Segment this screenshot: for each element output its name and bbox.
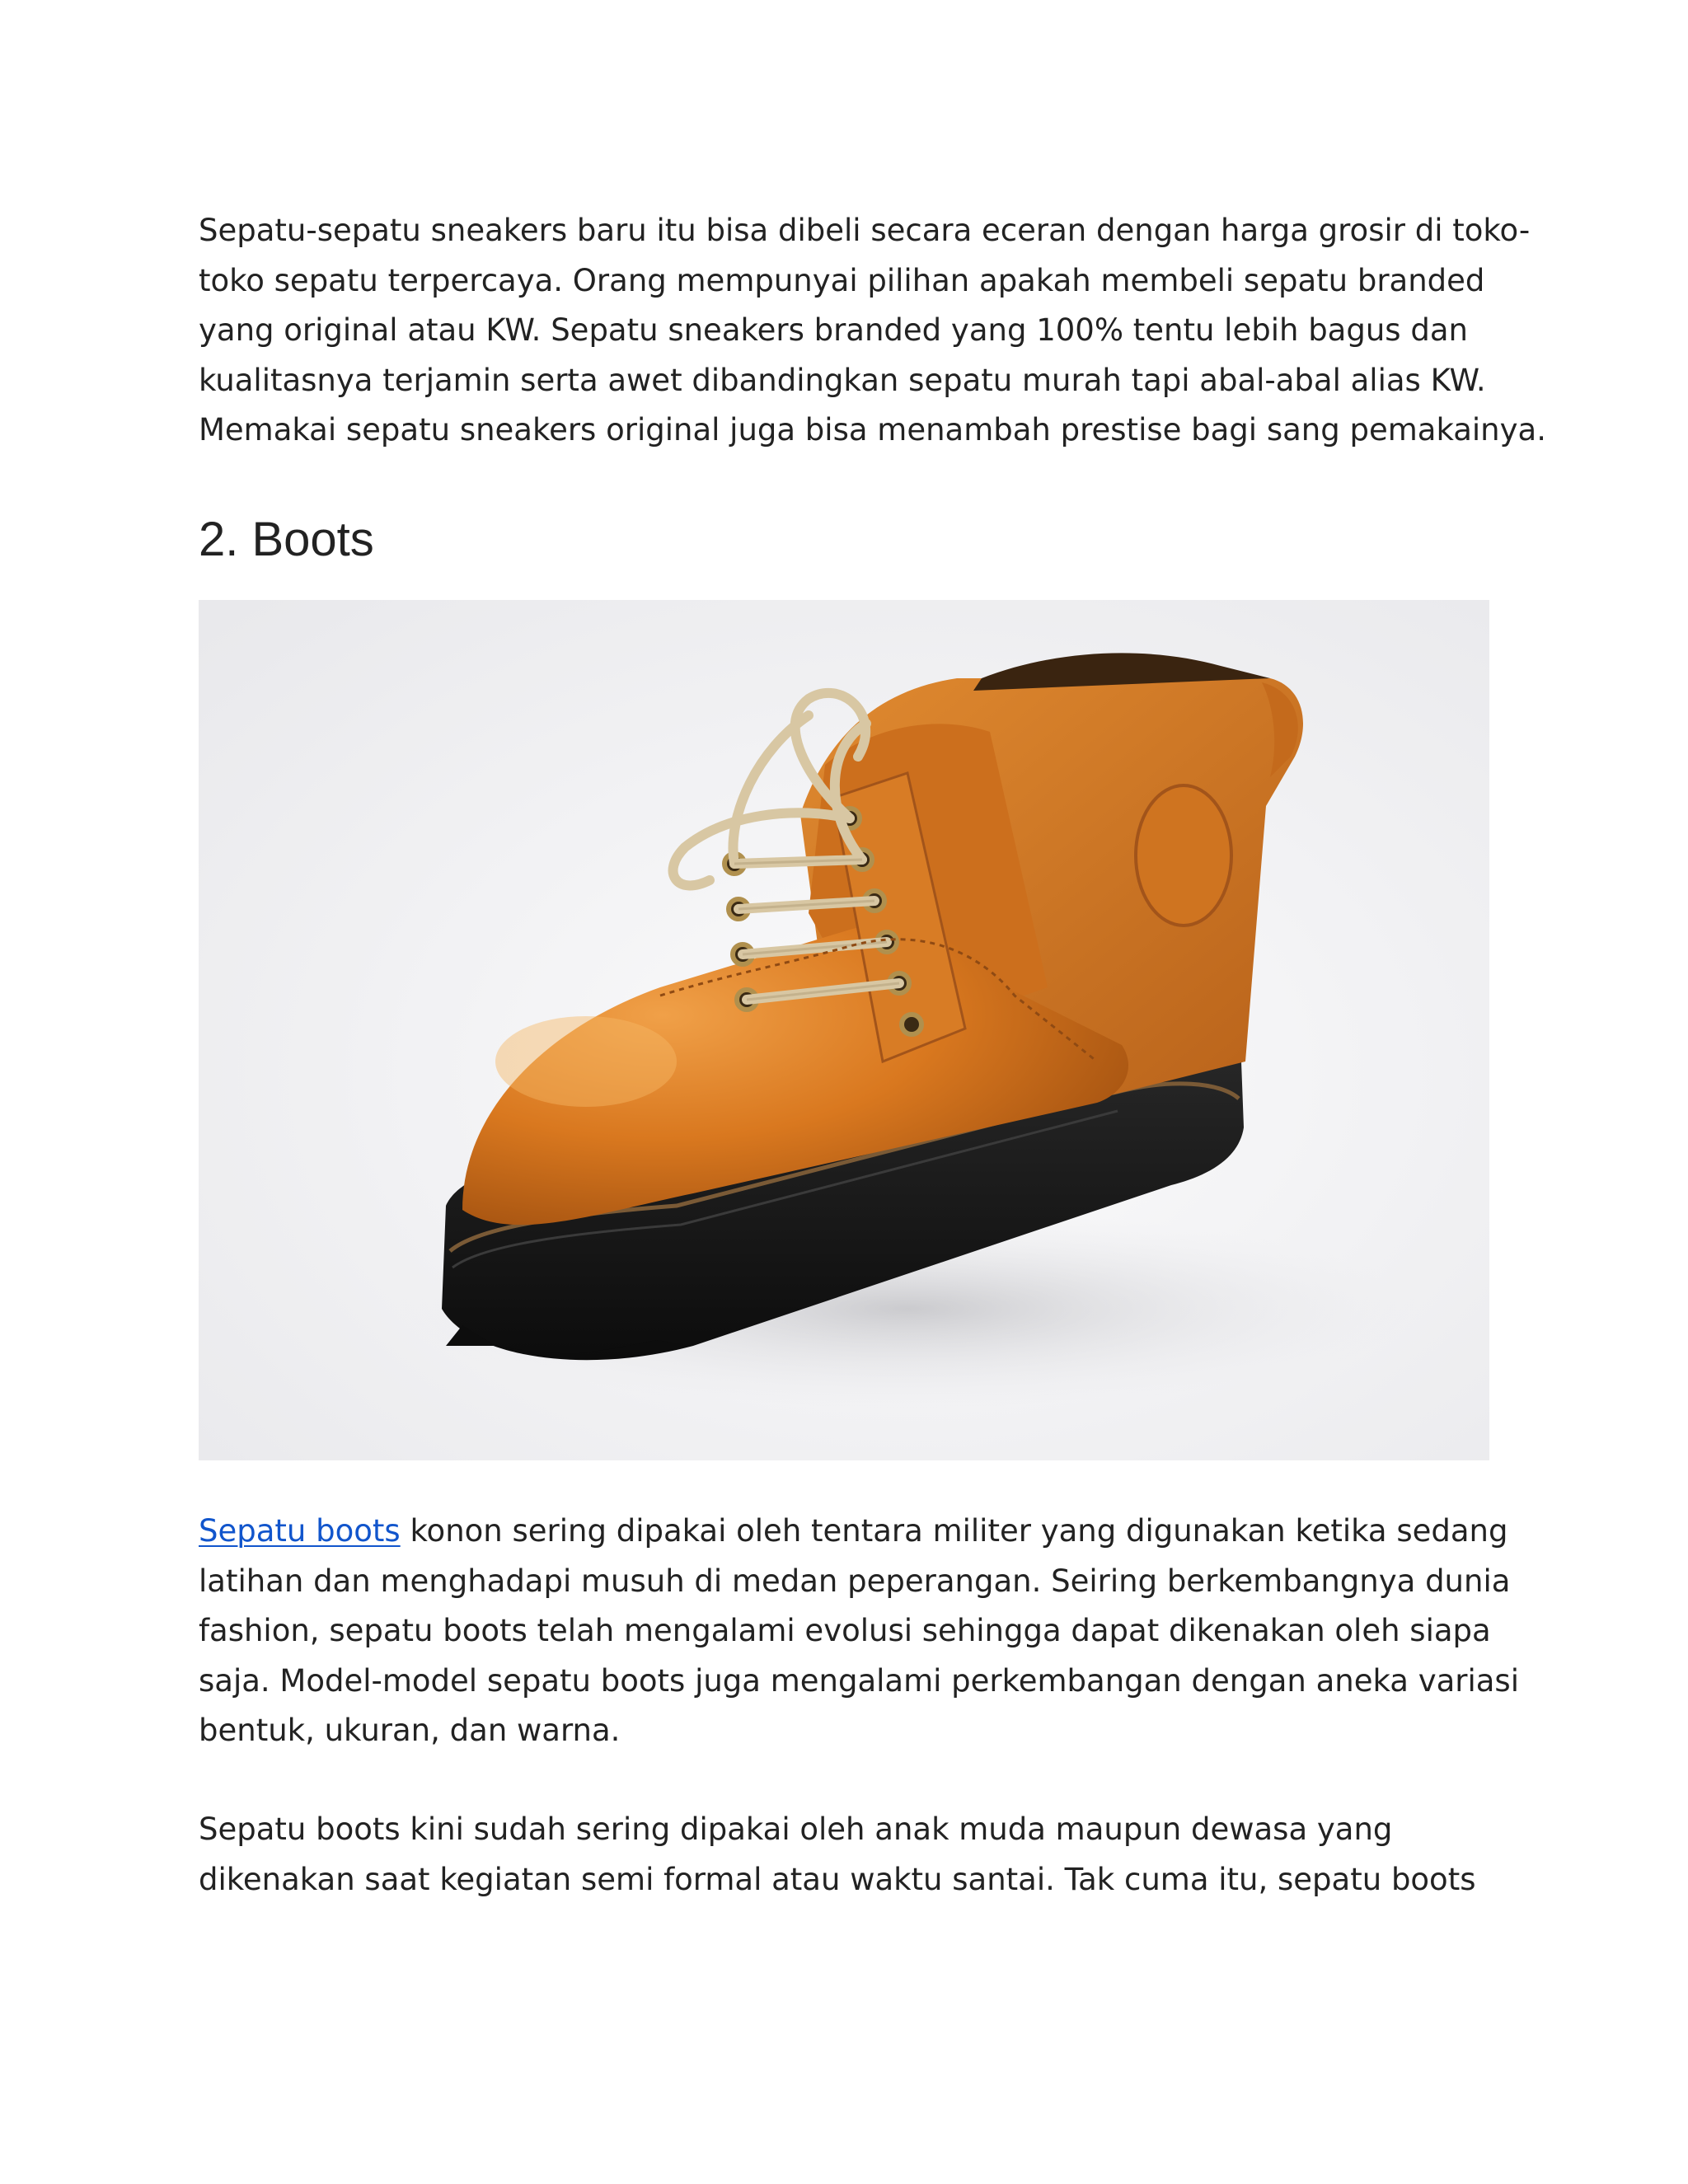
text-line: Memakai sepatu sneakers original juga bisa menambah prestise bagi sang pemakainya. <box>199 412 1546 448</box>
text-line: toko sepatu terpercaya. Orang mempunyai pilihan apakah membeli sepatu branded <box>199 262 1485 298</box>
sepatu-boots-link[interactable]: Sepatu boots <box>199 1513 401 1549</box>
paragraph-sneakers <box>199 206 1546 456</box>
text-line: kualitasnya terjamin serta awet dibandingkan sepatu murah tapi abal-abal alias KW. <box>199 362 1486 398</box>
text-line: yang original atau KW. Sepatu sneakers branded yang 100% tentu lebih bagus dan <box>199 312 1468 348</box>
text-line: bentuk, ukuran, dan warna. <box>199 1713 621 1748</box>
text-line: fashion, sepatu boots telah mengalami evolusi sehingga dapat dikenakan oleh siapa <box>199 1613 1491 1648</box>
section-heading-boots: 2. Boots <box>199 513 374 566</box>
text-fragment: konon sering dipakai oleh tentara militer yang digunakan ketika sedang <box>400 1513 1508 1549</box>
paragraph-boots-usage <box>199 1805 1489 1905</box>
text-line: Sepatu boots kini sudah sering dipakai oleh anak muda maupun dewasa yang <box>199 1811 1393 1847</box>
text-line: latihan dan menghadapi musuh di medan peperangan. Seiring berkembangnya dunia <box>199 1563 1511 1599</box>
paragraph-boots-intro <box>199 1507 1519 1756</box>
text-line <box>199 1507 1508 1557</box>
text-line: saja. Model-model sepatu boots juga mengalami perkembangan dengan aneka variasi <box>199 1662 1519 1699</box>
boot-illustration <box>199 600 1489 1460</box>
boot-photo <box>199 600 1489 1460</box>
document-page <box>199 0 1546 2184</box>
text-line: Sepatu-sepatu sneakers baru itu bisa dibeli secara eceran dengan harga grosir di toko- <box>199 213 1531 248</box>
text-line: dikenakan saat kegiatan semi formal atau waktu santai. Tak cuma itu, sepatu boots <box>199 1861 1476 1897</box>
